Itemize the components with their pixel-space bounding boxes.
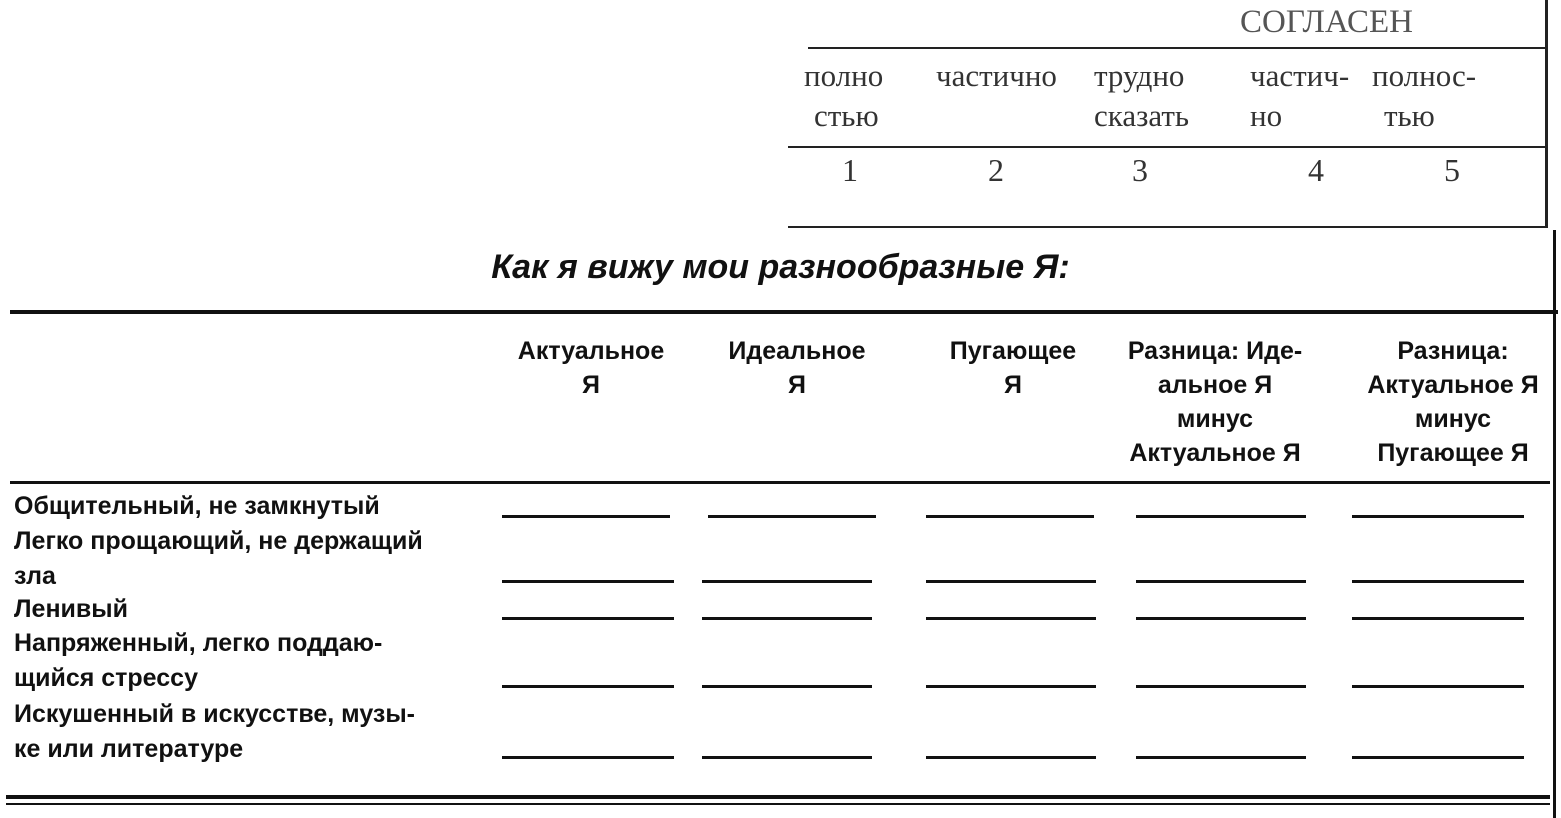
answer-blank[interactable]: [702, 580, 872, 583]
answer-blank[interactable]: [1136, 580, 1306, 583]
scale-top-rule: [808, 47, 1548, 49]
scale-number-5: 5: [1444, 152, 1460, 188]
column-header-actual: Актуальное Я: [517, 337, 665, 399]
answer-blank[interactable]: [1352, 685, 1524, 688]
scale-heading: СОГЛАСЕН: [1240, 4, 1414, 40]
answer-blank[interactable]: [1136, 515, 1306, 518]
answer-blank[interactable]: [502, 685, 674, 688]
answer-blank[interactable]: [1352, 580, 1524, 583]
scale-label-5: полнос- тью: [1372, 58, 1477, 133]
answer-blank[interactable]: [926, 617, 1096, 620]
answer-blank[interactable]: [926, 580, 1096, 583]
answer-blank[interactable]: [926, 685, 1096, 688]
answer-blank[interactable]: [926, 515, 1094, 518]
answer-blank[interactable]: [1136, 756, 1306, 759]
answer-blank[interactable]: [502, 756, 674, 759]
table-top-rule: [10, 310, 1558, 314]
scale-label-2: частично: [936, 58, 1057, 93]
answer-blank[interactable]: [702, 756, 872, 759]
scale-mid-rule: [788, 146, 1548, 148]
answer-blank[interactable]: [1352, 515, 1524, 518]
row-label-sophisticated: Искушенный в искусстве, музы- ке или литературе: [14, 700, 416, 763]
answer-blank[interactable]: [926, 756, 1096, 759]
scale-number-1: 1: [842, 152, 858, 188]
answer-blank[interactable]: [1136, 617, 1306, 620]
table-bottom-rule: [6, 795, 1550, 799]
scale-label-1: полно стью: [804, 58, 884, 133]
scale-label-4: частич- но: [1250, 58, 1350, 133]
answer-blank[interactable]: [502, 515, 670, 518]
scale-number-4: 4: [1308, 152, 1324, 188]
row-label-lazy: Ленивый: [14, 595, 129, 623]
row-label-sociable: Общительный, не замкнутый: [14, 492, 380, 520]
row-label-tense: Напряженный, легко поддаю- щийся стрессу: [14, 629, 383, 692]
scale-number-2: 2: [988, 152, 1004, 188]
column-header-ideal: Идеальное Я: [728, 337, 866, 399]
answer-blank[interactable]: [502, 617, 674, 620]
answer-blank[interactable]: [1136, 685, 1306, 688]
table-header-rule: [10, 481, 1550, 484]
answer-blank[interactable]: [708, 515, 876, 518]
scale-right-border: [1545, 0, 1548, 228]
scale-bottom-rule: [788, 226, 1548, 228]
answer-blank[interactable]: [1352, 756, 1524, 759]
answer-blank[interactable]: [502, 580, 674, 583]
answer-blank[interactable]: [1352, 617, 1524, 620]
agreement-scale: [788, 0, 1548, 228]
scale-label-3: трудно сказать: [1094, 58, 1189, 133]
column-header-diff-actual-feared: Разница: Актуальное Я минус Пугающее Я: [1367, 337, 1539, 467]
answer-blank[interactable]: [702, 685, 872, 688]
row-label-forgiving: Легко прощающий, не держащий зла: [14, 527, 423, 590]
scale-number-3: 3: [1132, 152, 1148, 188]
page-right-edge: [1553, 230, 1556, 818]
answer-blank[interactable]: [702, 617, 872, 620]
table-bottom-rule-2: [6, 803, 1550, 805]
column-header-feared: Пугающее Я: [949, 337, 1077, 399]
column-header-diff-ideal-actual: Разница: Иде- альное Я минус Актуальное Я: [1127, 337, 1303, 467]
table-title: Как я вижу мои разнообразные Я:: [491, 248, 1070, 286]
